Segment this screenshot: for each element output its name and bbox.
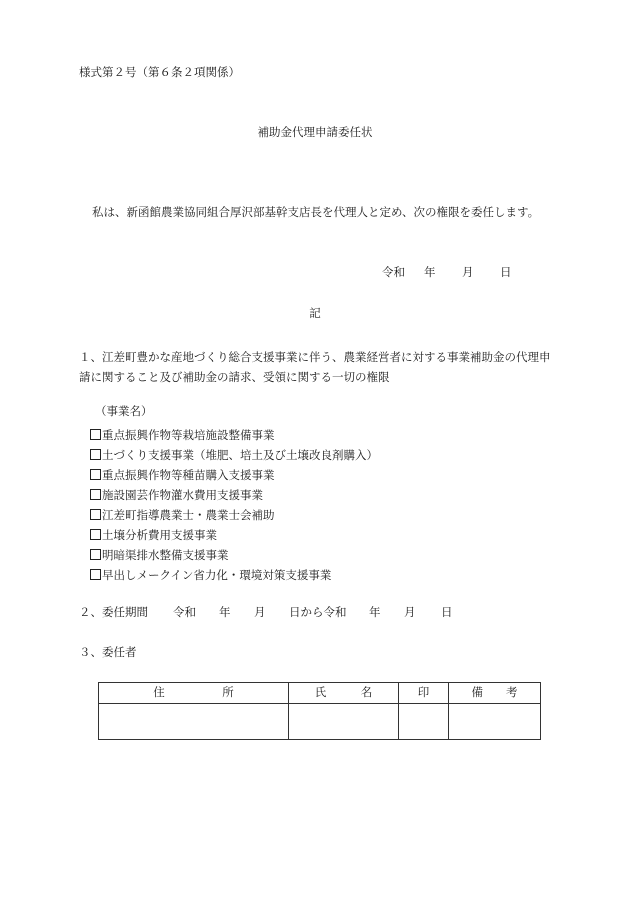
checkbox[interactable] bbox=[90, 469, 101, 480]
project-item[interactable] bbox=[90, 525, 378, 545]
checkbox[interactable] bbox=[90, 509, 101, 520]
period-to-year: 年 bbox=[369, 605, 381, 619]
date-era: 令和 bbox=[382, 265, 405, 279]
date-line bbox=[382, 267, 512, 279]
date-day: 日 bbox=[500, 265, 512, 279]
item-2-period bbox=[79, 607, 453, 619]
period-from-month: 月 bbox=[254, 605, 266, 619]
project-item[interactable] bbox=[90, 565, 378, 585]
seal-cell[interactable] bbox=[399, 704, 449, 740]
checkbox[interactable] bbox=[90, 429, 101, 440]
checkbox[interactable] bbox=[90, 529, 101, 540]
project-item[interactable] bbox=[90, 425, 378, 445]
period-label: ２、委任期間 bbox=[79, 605, 148, 619]
project-item[interactable] bbox=[90, 465, 378, 485]
table-header-row bbox=[99, 683, 541, 704]
checkbox[interactable] bbox=[90, 489, 101, 500]
checkbox[interactable] bbox=[90, 549, 101, 560]
table-row bbox=[99, 704, 541, 740]
address-header: 住 所 bbox=[99, 683, 289, 704]
checkbox[interactable] bbox=[90, 569, 101, 580]
date-month: 月 bbox=[462, 265, 474, 279]
ki-heading: 記 bbox=[309, 306, 321, 320]
remarks-cell[interactable] bbox=[449, 704, 541, 740]
date-year: 年 bbox=[424, 265, 436, 279]
projects-heading: （事業名） bbox=[95, 404, 153, 418]
project-label: 明暗渠排水整備支援事業 bbox=[102, 548, 229, 562]
project-label: 重点振興作物等種苗購入支援事業 bbox=[102, 468, 275, 482]
project-label: 早出しメークイン省力化・環境対策支援事業 bbox=[102, 568, 332, 582]
name-header: 氏 名 bbox=[289, 683, 399, 704]
project-item[interactable] bbox=[90, 445, 378, 465]
delegator-table bbox=[98, 682, 541, 740]
name-cell[interactable] bbox=[289, 704, 399, 740]
period-to-month: 月 bbox=[404, 605, 416, 619]
project-label: 施設園芸作物灌水費用支援事業 bbox=[102, 488, 263, 502]
project-item[interactable] bbox=[90, 485, 378, 505]
remarks-header: 備 考 bbox=[449, 683, 541, 704]
form-number: 様式第２号（第６条２項関係） bbox=[79, 65, 240, 79]
item-3-delegator: ３、委任者 bbox=[79, 645, 137, 659]
address-cell[interactable] bbox=[99, 704, 289, 740]
document-title: 補助金代理申請委任状 bbox=[257, 125, 373, 139]
project-label: 土づくり支援事業（堆肥、培土及び土壌改良剤購入） bbox=[102, 448, 378, 462]
period-from-era: 令和 bbox=[173, 605, 196, 619]
project-label: 土壌分析費用支援事業 bbox=[102, 528, 217, 542]
project-label: 重点振興作物等栽培施設整備事業 bbox=[102, 428, 275, 442]
project-item[interactable] bbox=[90, 505, 378, 525]
period-from-year: 年 bbox=[219, 605, 231, 619]
seal-header: 印 bbox=[399, 683, 449, 704]
checkbox[interactable] bbox=[90, 449, 101, 460]
project-label: 江差町指導農業士・農業士会補助 bbox=[102, 508, 275, 522]
item-1-authority: １、江差町豊かな産地づくり総合支援事業に伴う、農業経営者に対する事業補助金の代理申請に関すること及び補助金の請求、受領に関する一切の権限 bbox=[79, 350, 551, 384]
project-list bbox=[90, 425, 378, 585]
period-to-day: 日 bbox=[441, 605, 453, 619]
period-from-day: 日から令和 bbox=[289, 605, 347, 619]
project-item[interactable] bbox=[90, 545, 378, 565]
intro-statement: 私は、新函館農業協同組合厚沢部基幹支店長を代理人と定め、次の権限を委任します。 bbox=[92, 205, 540, 219]
